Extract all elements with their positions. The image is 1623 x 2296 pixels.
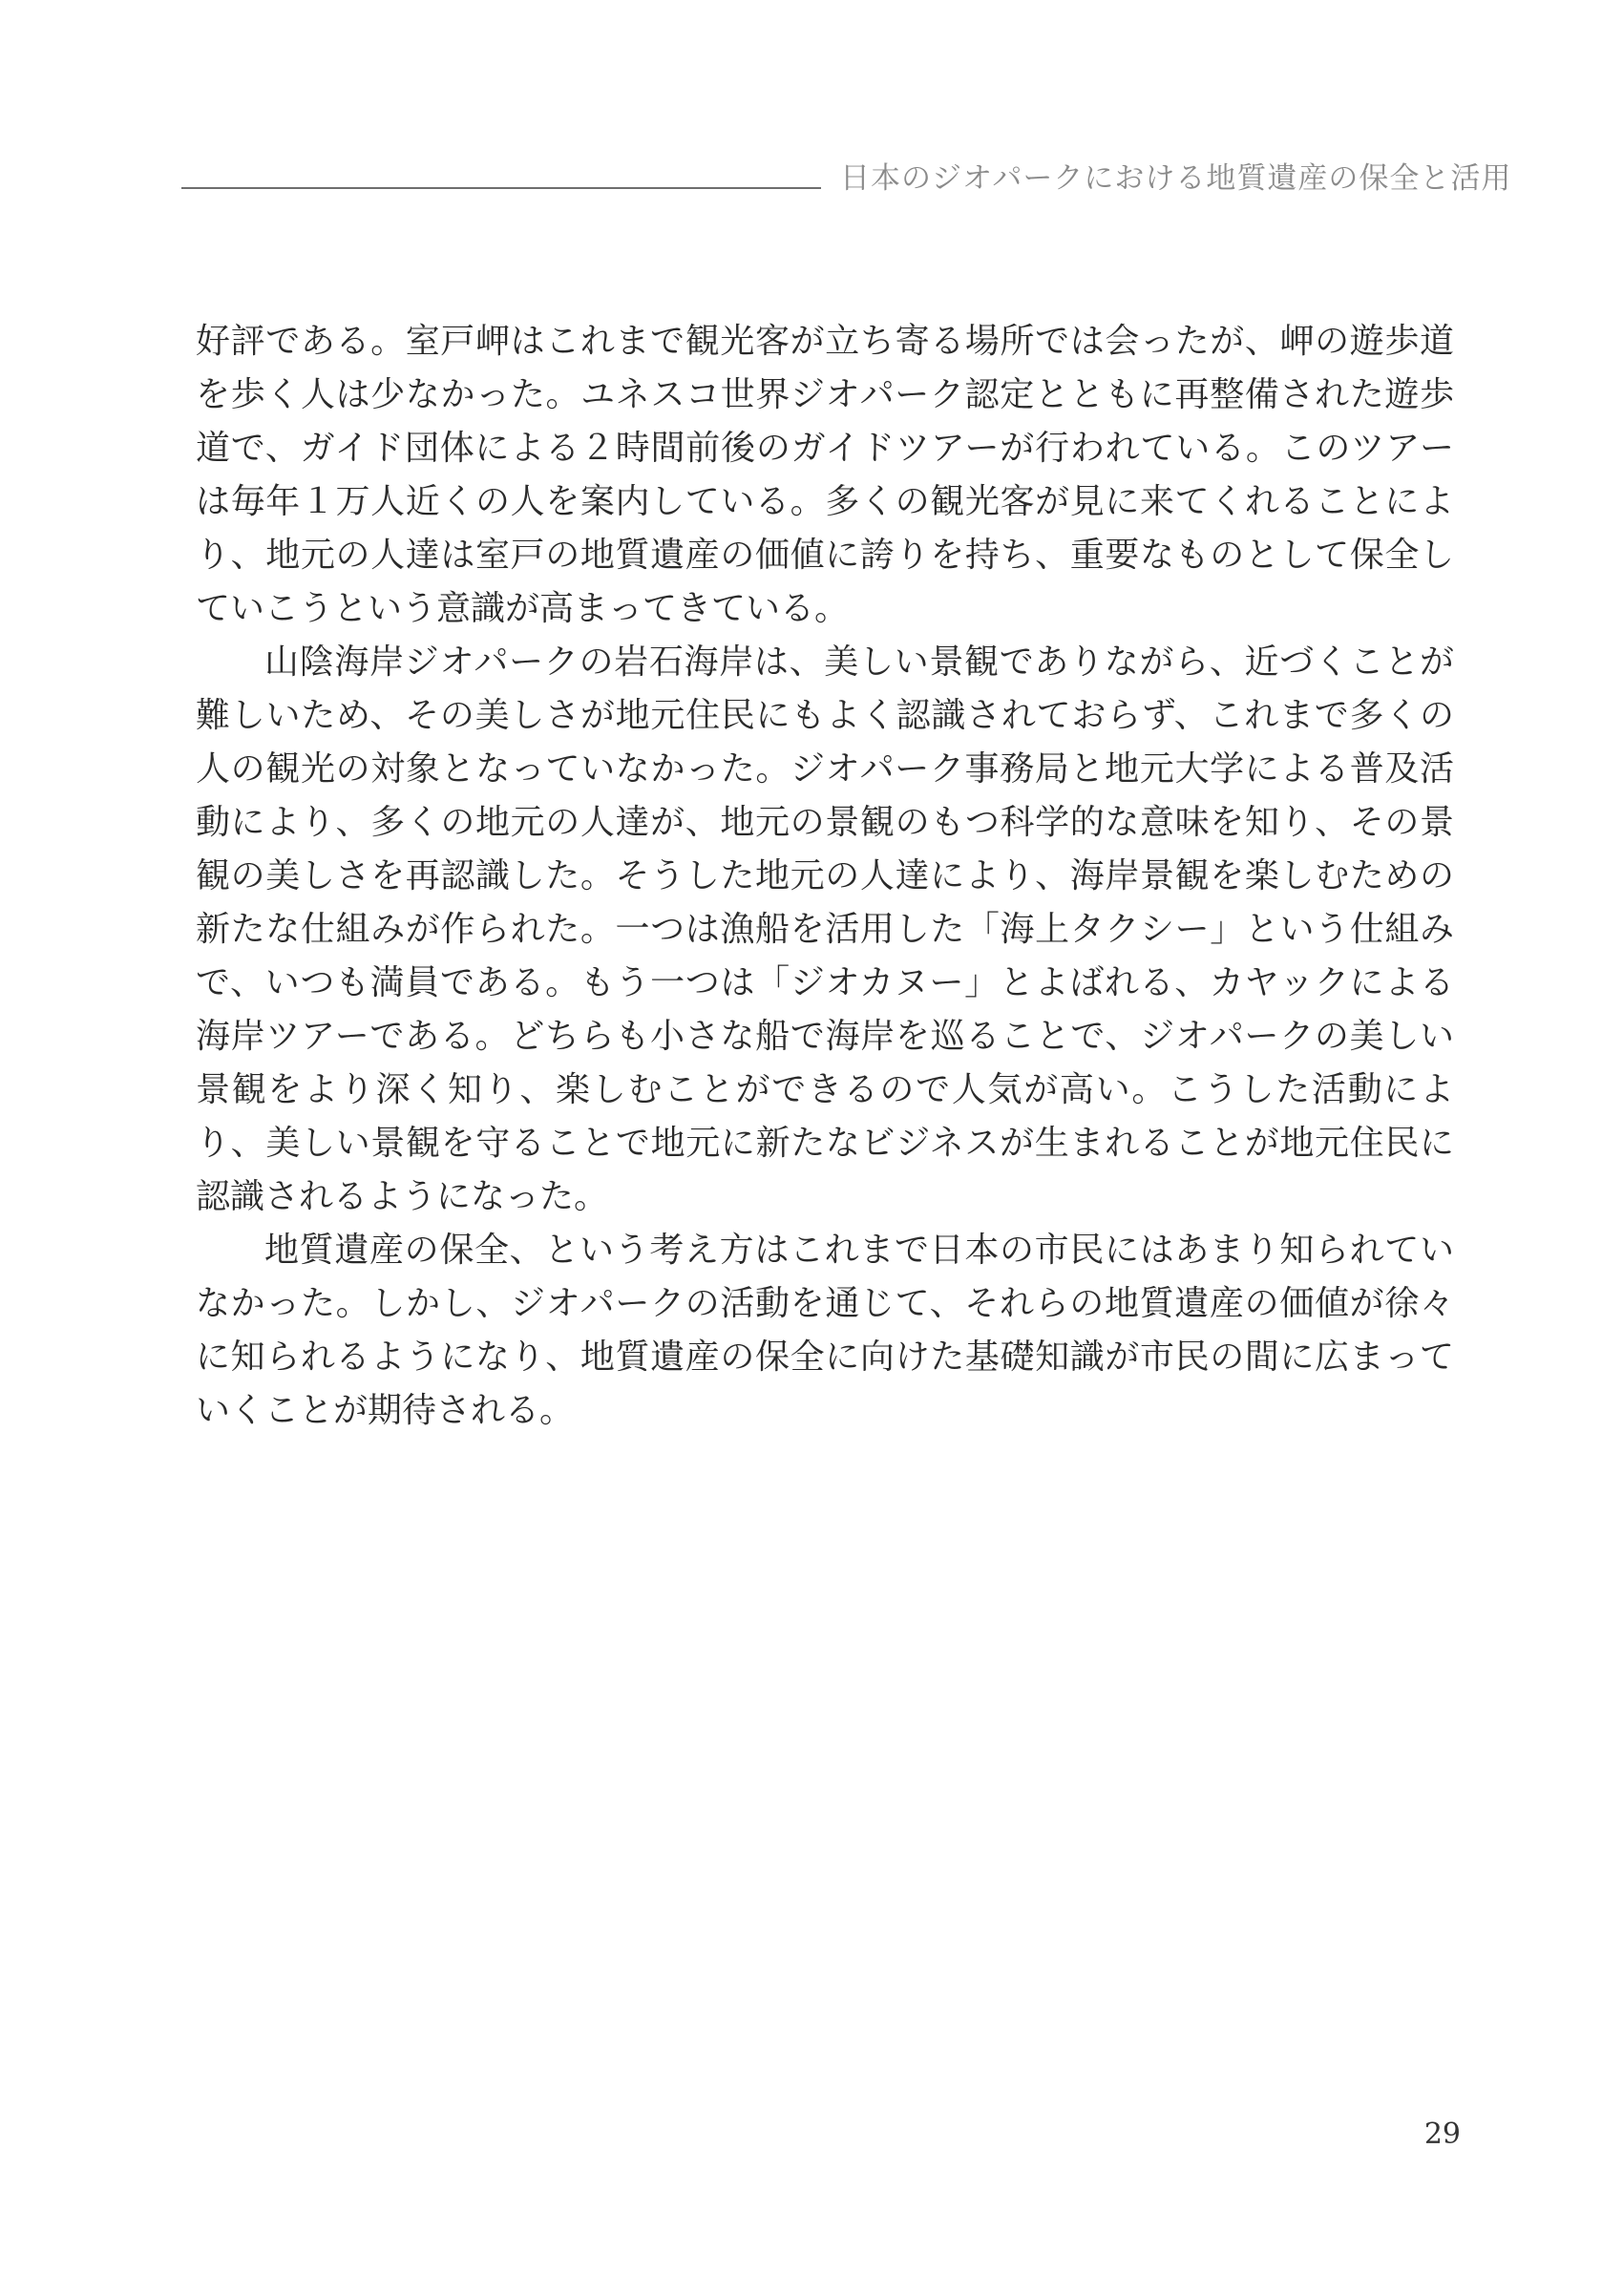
paragraph: 地質遺産の保全、という考え方はこれまで日本の市民にはあまり知られていなかった。しかし、ジオパークの活動を通じて、それらの地質遺産の価値が徐々に知られるようになり、地質遺産の保全に向けた基礎知識が市民の間に広まっていくことが期待される。	[196, 1231, 1454, 1430]
paragraph: 山陰海岸ジオパークの岩石海岸は、美しい景観でありながら、近づくことが難しいため、その美しさが地元住民にもよく認識されておらず、これまで多くの人の観光の対象となっていなかった。ジオパーク事務局と地元大学による普及活動により、多くの地元の人達が、地元の景観のもつ科学的な意味を知り、その景観の美しさを再認識した。そうした地元の人達により、海岸景観を楽しむための新たな仕組みが作られた。一つは漁船を活用した「海上タクシー」という仕組みで、いつも満員である。もう一つは「ジオカヌー」とよばれる、カヤックによる海岸ツアーである。どちらも小さな船で海岸を巡ることで、ジオパークの美しい景観をより深く知り、楽しむことができるので人気が高い。こうした活動により、美しい景観を守ることで地元に新たなビジネスが生まれることが地元住民に認識されるようになった。	[196, 642, 1454, 1216]
body-text	[196, 315, 1454, 1438]
page-number: 29	[1423, 2117, 1461, 2151]
header-rule	[181, 187, 821, 189]
running-header-title: 日本のジオパークにおける地質遺産の保全と活用	[840, 161, 1512, 196]
paragraph: 好評である。室戸岬はこれまで観光客が立ち寄る場所では会ったが、岬の遊歩道を歩く人は少なかった。ユネスコ世界ジオパーク認定とともに再整備された遊歩道で、ガイド団体による２時間前後のガイドツアーが行われている。このツアーは毎年１万人近くの人を案内している。多くの観光客が見に来てくれることにより、地元の人達は室戸の地質遺産の価値に誇りを持ち、重要なものとして保全していこうという意識が高まってきている。	[196, 322, 1454, 628]
